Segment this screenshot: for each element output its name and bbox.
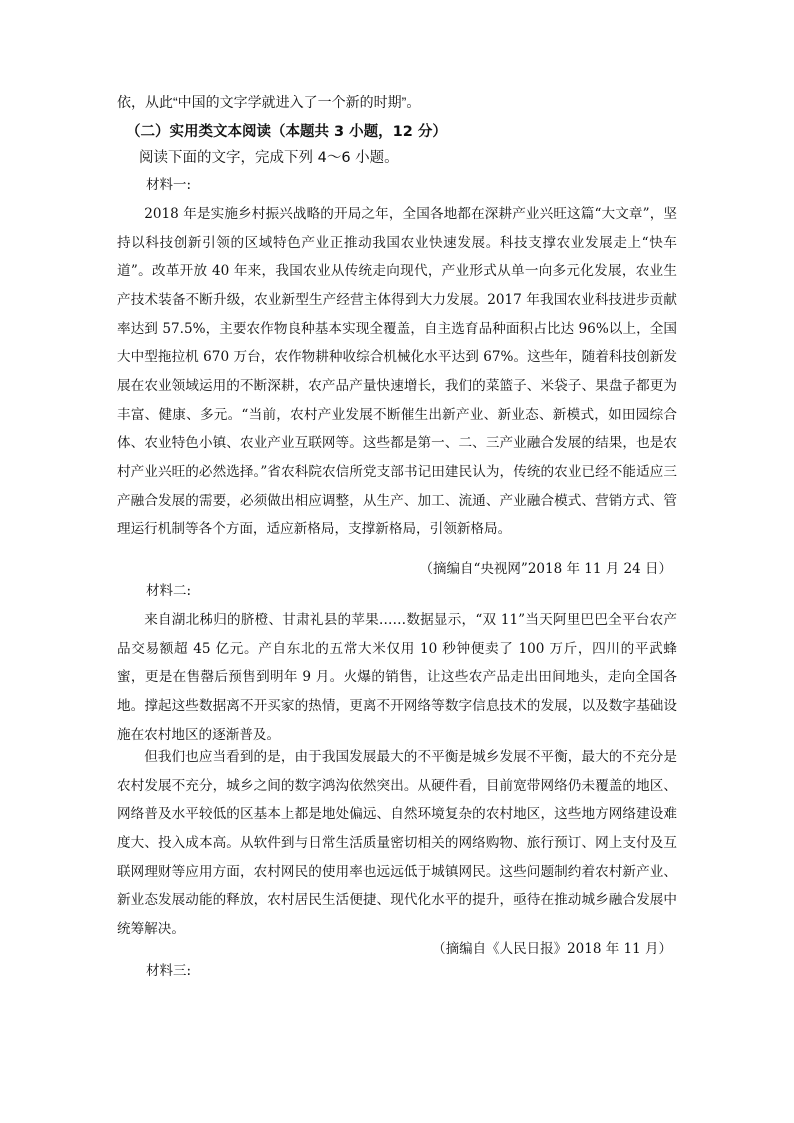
material-two-paragraph-1: 来自湖北秭归的脐橙、甘肃礼县的苹果……数据显示，“双 11”当天阿里巴巴全平台农产品交易额超 45 亿元。产自东北的五常大米仅用 10 秒钟便卖了 100 万斤，四川的平武蜂蜜，更是在售罄后预售到明年 9 月。火爆的销售，让这些农产品走出田间地头，走向全国各地。撑起这些数据离不开买家的热情，更离不开网络等数字信息技术的发展，以及数字基础设施在农村地区的逐渐普及。 (117, 612, 677, 743)
material-two-paragraph-2: 但我们也应当看到的是，由于我国发展最大的不平衡是城乡发展不平衡，最大的不充分是农村发展不充分，城乡之间的数字鸿沟依然突出。从硬件看，目前宽带网络仍未覆盖的地区、网络普及水平较低的区基本上都是地处偏远、自然环境复杂的农村地区，这些地方网络建设难度大、投入成本高。从软件到与日常生活质量密切相关的网络购物、旅行预订、网上支付及互联网理财等应用方面，农村网民的使用率也远远低于城镇网民。这些问题制约着农村新产业、新业态发展动能的释放，农村居民生活便捷、现代化水平的提升，亟待在推动城乡融合发展中统筹解决。 (117, 749, 677, 937)
material-one-label: 材料一: (146, 177, 192, 193)
material-two-source: （摘编自《人民日报》2018 年 11 月） (432, 941, 672, 957)
instruction-line: 阅读下面的文字，完成下列 4～6 小题。 (139, 150, 399, 166)
material-one-source: （摘编自“央视网”2018 年 11 月 24 日） (419, 561, 672, 577)
material-one-paragraph: 2018 年是实施乡村振兴战略的开局之年，全国各地都在深耕产业兴旺这篇“大文章”，坚持以科技创新引领的区域特色产业正推动我国农业快速发展。科技支撑农业发展走上“快车道”。改革开放 40 年来，我国农业从传统走向现代，产业形式从单一向多元化发展，农业生产技术装备不断升级，农业新型生产经营主体得到大力发展。2017 年我国农业科技进步贡献率达到 57.5%，主要农作物良种基本实现全覆盖，自主选育品种面积占比达 96%以上，全国大中型拖拉机 670 万台，农作物耕种收综合机械化水平达到 67%。这些年，随着科技创新发展在农业领域运用的不断深耕，农产品产量快速增长，我们的菜篮子、米袋子、果盘子都更为丰富、健康、多元。“当前，农村产业发展不断催生出新产业、新业态、新模式，如田园综合体、农业特色小镇、农业产业互联网等。这些都是第一、二、三产业融合发展的结果，也是农村产业兴旺的必然选择。”省农科院农信所党支部书记田建民认为，传统的农业已经不能适应三产融合发展的需要，必须做出相应调整，从生产、加工、流通、产业融合模式、营销方式、管理运行机制等各个方面，适应新格局，支撑新格局，引领新格局。 (117, 206, 677, 538)
intro-line: 依，从此“中国的文字学就进入了一个新的时期”。 (117, 94, 421, 110)
material-two-label: 材料二: (146, 583, 192, 599)
section-title: （二）实用类文本阅读（本题共 3 小题，12 分） (126, 124, 447, 140)
material-three-label: 材料三: (146, 963, 192, 979)
